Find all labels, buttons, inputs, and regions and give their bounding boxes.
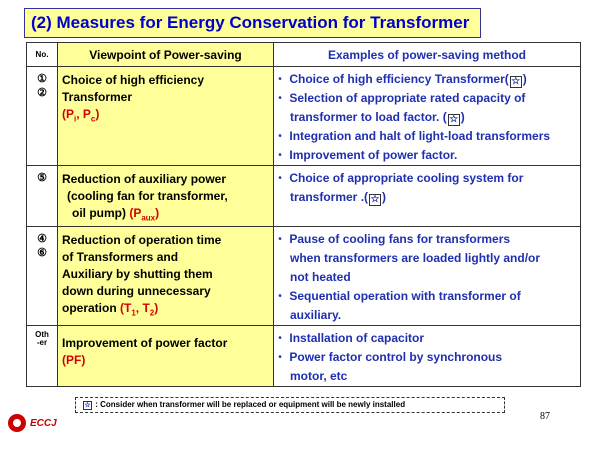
viewpoint-parameter: (PF) (62, 353, 86, 368)
example-text: Improvement of power factor. (289, 148, 458, 162)
bullet: ・ (274, 148, 287, 162)
table-row (27, 326, 581, 387)
page-number: 87 (540, 411, 550, 422)
example-item (274, 348, 580, 367)
viewpoint-line: Reduction of auxiliary power (62, 172, 227, 186)
bullet: ・ (274, 289, 287, 304)
examples-cell (274, 227, 581, 326)
example-item-continued (274, 108, 580, 127)
example-text: Integration and halt of light-load transformers (289, 129, 551, 143)
viewpoint-line: Choice of high efficiency (62, 73, 205, 87)
logo-mark-icon (8, 414, 26, 432)
star-icon: ☆ (449, 114, 459, 125)
example-item-continued: not heated (290, 270, 351, 285)
viewpoint-line: Reduction of operation time (62, 233, 222, 248)
header-examples: Examples of power-saving method (274, 43, 581, 67)
example-item (274, 146, 580, 165)
viewpoint-line: Improvement of power factor (62, 336, 228, 351)
star-icon: ☆ (511, 76, 521, 87)
star-icon: ☆ (84, 402, 91, 409)
examples-cell (274, 67, 581, 166)
bullet: ・ (274, 72, 287, 86)
viewpoint-cell (58, 166, 274, 227)
viewpoint-text: oil pump) (72, 206, 126, 220)
example-text: Power factor control by synchronous (289, 350, 503, 365)
row-number (27, 227, 58, 326)
table-row (27, 166, 581, 227)
viewpoint-cell (58, 67, 274, 166)
bullet: ・ (274, 350, 287, 365)
row-number (27, 166, 58, 227)
example-text: Selection of appropriate rated capacity of (289, 91, 526, 105)
viewpoint-line: down during unnecessary (62, 284, 211, 299)
measures-table (26, 42, 581, 387)
viewpoint-line: Auxiliary by shutting them (62, 267, 213, 282)
examples-cell (274, 166, 581, 227)
example-item (274, 169, 580, 188)
example-text: Choice of appropriate cooling system for (289, 171, 524, 185)
bullet: ・ (274, 171, 287, 185)
example-text-end: ) (460, 110, 465, 124)
example-item-continued: motor, etc (290, 369, 348, 384)
example-text: Choice of high efficiency Transformer( (289, 72, 509, 86)
row-number-2: ② (37, 87, 47, 99)
viewpoint-parameter: ($T_1$, $T_2$) (120, 301, 159, 318)
viewpoint-cell (58, 227, 274, 326)
example-item (274, 287, 580, 306)
logo-text: ECCJ (30, 417, 57, 429)
bullet: ・ (274, 232, 287, 247)
viewpoint-parameter: $(P_{aux})$ (129, 206, 160, 223)
example-item (274, 127, 580, 146)
viewpoint-parameter: ($P_i$, $P_c$) (62, 107, 100, 124)
example-item (274, 230, 580, 249)
example-item (274, 329, 580, 348)
row-number-other: Oth (35, 330, 49, 340)
viewpoint-line (62, 300, 273, 321)
bullet: ・ (274, 91, 287, 105)
row-number-5: ⑤ (37, 172, 47, 184)
example-text: transformer to load factor. ( (290, 110, 447, 124)
slide-title: (2) Measures for Energy Conservation for Transformer (24, 8, 481, 38)
bullet: ・ (274, 129, 287, 143)
examples-cell (274, 326, 581, 387)
bullet: ・ (274, 331, 287, 346)
viewpoint-line: Transformer (62, 90, 133, 104)
example-text: Pause of cooling fans for transformers (289, 232, 511, 247)
eccj-logo (8, 414, 57, 432)
example-text-end: ) (382, 190, 387, 204)
viewpoint-text: operation (62, 301, 117, 316)
viewpoint-line: of Transformers and (62, 250, 179, 265)
example-text: Installation of capacitor (289, 331, 425, 346)
row-number-other: -er (36, 338, 48, 348)
example-item-continued: when transformers are loaded lightly and/or (290, 251, 541, 266)
star-icon: ☆ (370, 194, 380, 205)
row-number (27, 67, 58, 166)
row-number-6: ⑥ (37, 247, 47, 260)
header-viewpoint: Viewpoint of Power-saving (58, 43, 274, 67)
example-item (274, 89, 580, 108)
row-number-4: ④ (37, 233, 47, 246)
example-text: transformer .( (290, 190, 369, 204)
viewpoint-line (62, 205, 273, 226)
example-item-continued (274, 188, 580, 207)
example-item (274, 70, 580, 89)
viewpoint-line: (cooling fan for transformer, (67, 189, 228, 203)
example-item-continued: auxiliary. (290, 308, 342, 323)
table-row (27, 67, 581, 166)
footnote-text: : Consider when transformer will be replaced or equipment will be newly installed (95, 400, 406, 409)
table-header-row (27, 43, 581, 67)
row-number (27, 326, 58, 387)
footnote (75, 397, 505, 413)
example-text: Sequential operation with transformer of (289, 289, 521, 304)
viewpoint-cell (58, 326, 274, 387)
row-number-1: ① (37, 73, 47, 85)
header-no: No. (27, 43, 58, 67)
example-text-end: ) (522, 72, 527, 86)
table-row (27, 227, 581, 326)
